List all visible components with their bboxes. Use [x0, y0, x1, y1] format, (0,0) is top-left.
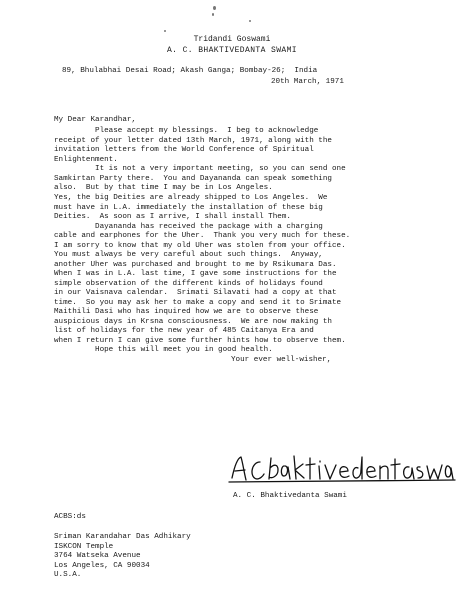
body-line: time. So you may ask her to make a copy and send it to Srimate	[54, 299, 342, 307]
scan-speck	[249, 20, 251, 22]
body-line: Samkirtan Party there. You and Dayananda can speak something	[54, 175, 332, 183]
body-line: Please accept my blessings. I beg to acknowledge	[54, 127, 319, 135]
scan-speck	[212, 13, 214, 16]
body-line: You must always be very careful about such things. Anyway,	[54, 251, 323, 259]
body-line: also. But by that time I may be in Los Angeles.	[54, 184, 273, 192]
body-line: list of holidays for the new year of 485 Caitanya Era and	[54, 327, 314, 335]
letterhead-name: A. C. BHAKTIVEDANTA SWAMI	[166, 46, 298, 55]
body-line: Maithili Dasi who has inquired how we are to observe these	[54, 308, 319, 316]
salutation: My Dear Karandhar,	[54, 116, 137, 124]
body-line: Deities. As soon as I arrive, I shall install Them.	[54, 213, 291, 221]
closing: Your ever well-wisher,	[231, 356, 332, 364]
recipient-line: U.S.A.	[54, 571, 82, 579]
typist-initials: ACBS:ds	[54, 513, 86, 521]
body-line: when I return I can give some further hints how to observe them.	[54, 337, 346, 345]
body-line: I am sorry to know that my old Uher was stolen from your office.	[54, 242, 346, 250]
body-line: Dayananda has received the package with a charging	[54, 223, 323, 231]
body-line: When I was in L.A. last time, I gave some instructions for the	[54, 270, 337, 278]
letterhead-title: Tridandi Goswami	[193, 35, 271, 44]
body-line: another Uher was purchased and brought to me by Rsikumara Das.	[54, 261, 337, 269]
body-line: Yes, the big Deities are already shipped to Los Angeles. We	[54, 194, 328, 202]
body-line: in our Vaisnava calendar. Srimati Silavati had a copy at that	[54, 289, 337, 297]
body-line: must have in L.A. immediately the installation of these big	[54, 204, 323, 212]
handwritten-signature	[226, 454, 458, 484]
scan-speck	[164, 30, 166, 32]
body-line: simple observation of the different kinds of holidays found	[54, 280, 323, 288]
signature-name: A. C. Bhaktivedanta Swami	[233, 492, 347, 500]
recipient-line: 3764 Watseka Avenue	[54, 552, 141, 560]
recipient-line: ISKCON Temple	[54, 543, 114, 551]
body-line: invitation letters from the World Conference of Spiritual	[54, 146, 314, 154]
body-line: receipt of your letter dated 13th March, 1971, along with the	[54, 137, 332, 145]
scan-speck	[213, 6, 216, 10]
letter-date: 20th March, 1971	[271, 78, 344, 86]
body-line: cable and earphones for the Uher. Thank you very much for these.	[54, 232, 351, 240]
body-line: Enlightenment.	[54, 156, 118, 164]
body-line: auspicious days in Krsna consciousness. We are now making th	[54, 318, 332, 326]
body-line: Hope this will meet you in good health.	[54, 346, 273, 354]
body-line: It is not a very important meeting, so you can send one	[54, 165, 346, 173]
recipient-line: Los Angeles, CA 90034	[54, 562, 150, 570]
address-line: 89, Bhulabhai Desai Road; Akash Ganga; Bombay-26; India	[62, 67, 318, 75]
recipient-line: Sriman Karandahar Das Adhikary	[54, 533, 191, 541]
